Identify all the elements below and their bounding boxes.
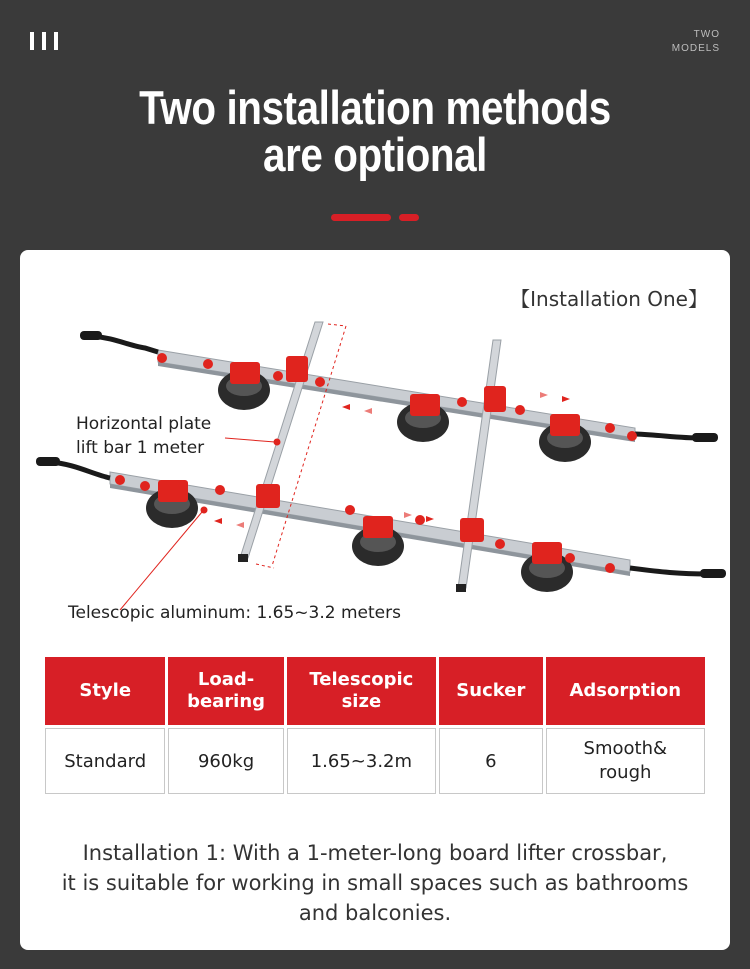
description-line3: and balconies.	[298, 901, 452, 925]
accent-dash-long	[331, 214, 391, 221]
models-tag	[672, 28, 720, 56]
cell-load-bearing: 960kg	[168, 728, 283, 794]
page-title	[53, 81, 698, 181]
title-line1: Two installation methods	[139, 81, 611, 134]
title-line2: are optional	[263, 128, 487, 181]
telescopic-callout: Telescopic aluminum: 1.65~3.2 meters	[68, 603, 401, 623]
installation-card	[20, 250, 730, 950]
spec-table	[42, 654, 708, 797]
menu-bar	[42, 32, 46, 50]
header-load-bearing: Load- bearing	[168, 657, 283, 725]
header-sucker: Sucker	[439, 657, 543, 725]
cell-sucker: 6	[439, 728, 543, 794]
crossbar-callout	[76, 412, 211, 460]
suction-cups	[146, 370, 591, 592]
menu-bar	[54, 32, 58, 50]
models-tag-line2: MODELS	[671, 43, 720, 54]
installation-description	[20, 838, 730, 928]
cell-style: Standard	[45, 728, 165, 794]
header-style: Style	[45, 657, 165, 725]
cell-telescopic-size: 1.65~3.2m	[287, 728, 436, 794]
header-adsorption: Adsorption	[546, 657, 705, 725]
cell-adsorption: Smooth& rough	[546, 728, 705, 794]
crossbar-callout-line1: Horizontal plate	[76, 414, 212, 434]
models-tag-line1: TWO	[693, 29, 720, 40]
spec-table-header-row	[45, 657, 705, 725]
accent-dash-short	[399, 214, 419, 221]
menu-icon[interactable]	[30, 32, 60, 50]
crossbar-callout-line2: lift bar 1 meter	[76, 438, 205, 458]
installation-label: 【Installation One】	[510, 287, 708, 311]
description-line1: Installation 1: With a 1-meter-long board lifter crossbar,	[82, 841, 668, 865]
spec-table-row	[45, 728, 705, 794]
header-telescopic-size: Telescopic size	[287, 657, 436, 725]
menu-bar	[30, 32, 34, 50]
description-line2: it is suitable for working in small spaces such as bathrooms	[61, 871, 689, 895]
